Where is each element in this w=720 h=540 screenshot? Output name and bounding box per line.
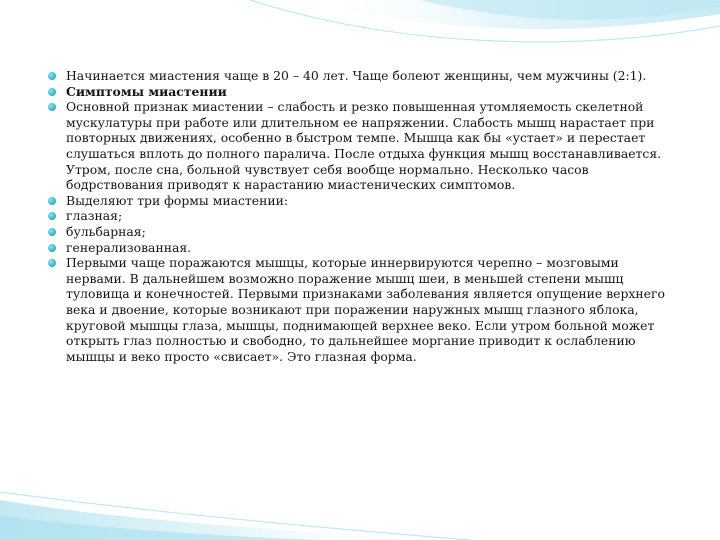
- bullet-item: [48, 240, 678, 256]
- bullet-dot-icon: [48, 212, 56, 220]
- bullet-text: глазная;: [66, 208, 123, 224]
- slide-content: [48, 68, 678, 364]
- bullet-text: Основной признак миастении – слабость и резко повышенная утомляемость скелетной мускулатуры при работе или длительном ее напряжении. Слабость мышц нарастает при повторных движениях, особенно в быстром темпе. Мышца как бы «устает» и перестает слушаться вплоть до полного паралича. После отдыха функция мышц восстанавливается. Утром, после сна, больной чувствует себя вообще нормально. Несколько часов бодрствования приводят к нарастанию миастенических симптомов.: [66, 99, 662, 193]
- bullet-text: Выделяют три формы миастении:: [66, 192, 289, 208]
- bullet-text: Первыми чаще поражаются мышцы, которые иннервируются черепно – мозговыми нервами. В дальнейшем возможно поражение мышц шеи, в меньшей степени мышц туловища и конечностей. Первыми признаками заболевания является опущение верхнего века и двоение, которые возникают при поражении наружных мышц глазного яблока, круговой мышцы глаза, мышцы, поднимающей верхнее веко. Если утром больной может открыть глаз полностью и свободно, то дальнейшее моргание приводит к ослаблению мышцы и веко просто «свисает». Это глазная форма.: [66, 255, 665, 364]
- bullet-item: [48, 208, 678, 224]
- bullet-dot-icon: [48, 72, 56, 80]
- bullet-item-heading: [48, 84, 678, 100]
- bullet-text: генерализованная.: [66, 239, 192, 255]
- bullet-item: [48, 193, 678, 209]
- bullet-item: [48, 224, 678, 240]
- bullet-text: Начинается миастения чаще в 20 – 40 лет. Чаще болеют женщины, чем мужчины (2:1).: [66, 68, 647, 83]
- bullet-item: [48, 68, 678, 84]
- bullet-list: [48, 68, 678, 364]
- bullet-dot-icon: [48, 244, 56, 252]
- bullet-text: Симптомы миастении: [66, 83, 227, 99]
- bullet-dot-icon: [48, 259, 56, 267]
- bottom-wave-decoration: [0, 492, 470, 540]
- bullet-dot-icon: [48, 88, 56, 96]
- bullet-text: бульбарная;: [66, 223, 146, 239]
- top-wave-decoration: [250, 0, 720, 42]
- bullet-dot-icon: [48, 197, 56, 205]
- bullet-dot-icon: [48, 228, 56, 236]
- bullet-dot-icon: [48, 103, 56, 111]
- bullet-item: [48, 99, 678, 193]
- bullet-item: [48, 255, 678, 364]
